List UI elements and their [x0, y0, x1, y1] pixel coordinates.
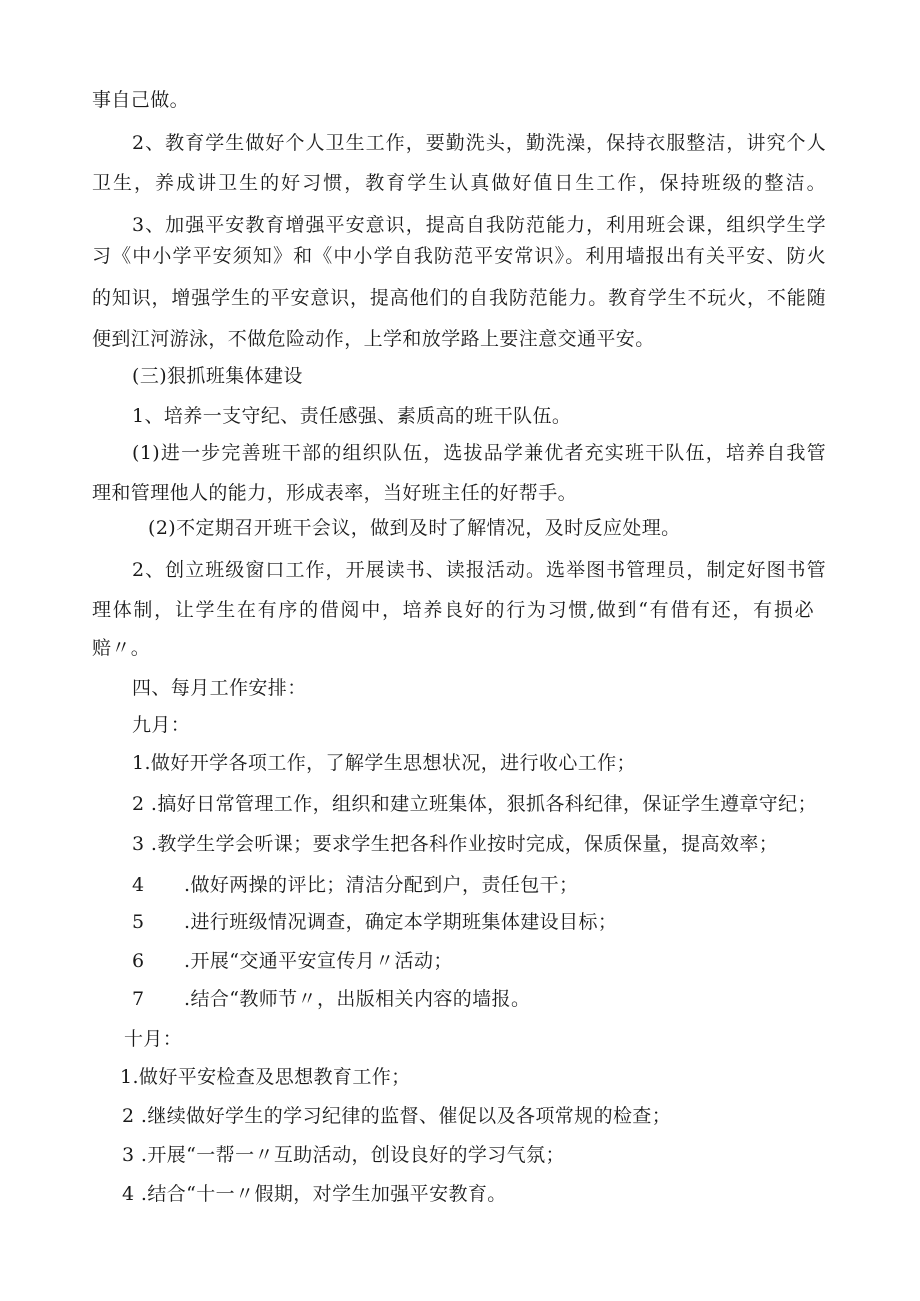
subitem-1-line-1: (1)进一步完善班干部的组织队伍，选拔品学兼优者充实班干队伍，培养自我管 — [132, 442, 826, 464]
september-item-6-text: .开展“交通平安宣传月〃活动； — [184, 950, 453, 972]
september-item-6-number: 6 — [132, 950, 145, 972]
paragraph-reading-line-2: 理体制，让学生在有序的借阅中，培养良好的行为习惯,做到“有借有还，有损必 — [92, 599, 814, 621]
september-item-5-number: 5 — [132, 911, 145, 933]
october-item-2: 2 .继续做好学生的学习纪律的监督、催促以及各项常规的检查； — [122, 1105, 672, 1127]
paragraph-safety-line-1: 3、加强平安教育增强平安意识，提高自我防范能力，利用班会课，组织学生学 — [132, 214, 826, 236]
september-item-4-number: 4 — [132, 874, 145, 896]
paragraph-reading-line-1: 2、创立班级窗口工作，开展读书、读报活动。选举图书管理员，制定好图书管 — [132, 559, 826, 581]
paragraph-safety-line-2: 习《中小学平安须知》和《中小学自我防范平安常识》。利用墙报出有关平安、防火 — [92, 245, 826, 267]
text-line: 事自己做。 — [92, 89, 190, 111]
october-item-4: 4 .结合“十一〃假期，对学生加强平安教育。 — [122, 1183, 507, 1205]
subitem-2: (2)不定期召开班干会议，做到及时了解情况，及时反应处理。 — [148, 517, 681, 539]
september-item-7-number: 7 — [132, 988, 145, 1010]
month-heading-october: 十月： — [124, 1028, 183, 1050]
september-item-3: 3 .教学生学会听课；要求学生把各科作业按时完成，保质保量，提高效率； — [132, 833, 779, 855]
september-item-1: 1.做好开学各项工作，了解学生思想状况，进行收心工作； — [132, 752, 636, 774]
october-item-1: 1.做好平安检查及思想教育工作； — [120, 1066, 411, 1088]
october-item-3: 3 .开展“一帮一〃互助活动，创设良好的学习气氛； — [122, 1144, 565, 1166]
paragraph-reading-line-3: 赔〃。 — [92, 637, 151, 659]
paragraph-safety-line-3: 的知识，增强学生的平安意识，提高他们的自我防范能力。教育学生不玩火，不能随 — [92, 287, 826, 309]
item-class-cadre: 1、培养一支守纪、责任感强、素质高的班干队伍。 — [132, 405, 572, 427]
september-item-7-text: .结合“教师节〃，出版相关内容的墙报。 — [184, 988, 531, 1010]
paragraph-safety-line-4: 便到江河游泳，不做危险动作，上学和放学路上要注意交通平安。 — [92, 328, 655, 350]
section-heading-class-building: (三)狠抓班集体建设 — [132, 365, 303, 387]
paragraph-hygiene-line-2: 卫生，养成讲卫生的好习惯，教育学生认真做好值日生工作，保持班级的整洁。 — [92, 172, 826, 194]
september-item-4-text: .做好两操的评比；清洁分配到户，责任包干； — [184, 874, 579, 896]
paragraph-hygiene-line-1: 2、教育学生做好个人卫生工作，要勤洗头，勤洗澡，保持衣服整洁，讲究个人 — [132, 132, 826, 154]
september-item-2: 2 .搞好日常管理工作，组织和建立班集体，狠抓各科纪律，保证学生遵章守纪； — [132, 793, 817, 815]
month-heading-september: 九月： — [132, 714, 191, 736]
section-heading-monthly-plan: 四、每月工作安排： — [132, 677, 307, 699]
september-item-5-text: .进行班级情况调查，确定本学期班集体建设目标； — [184, 911, 618, 933]
subitem-1-line-2: 理和管理他人的能力，形成表率，当好班主任的好帮手。 — [92, 482, 578, 504]
